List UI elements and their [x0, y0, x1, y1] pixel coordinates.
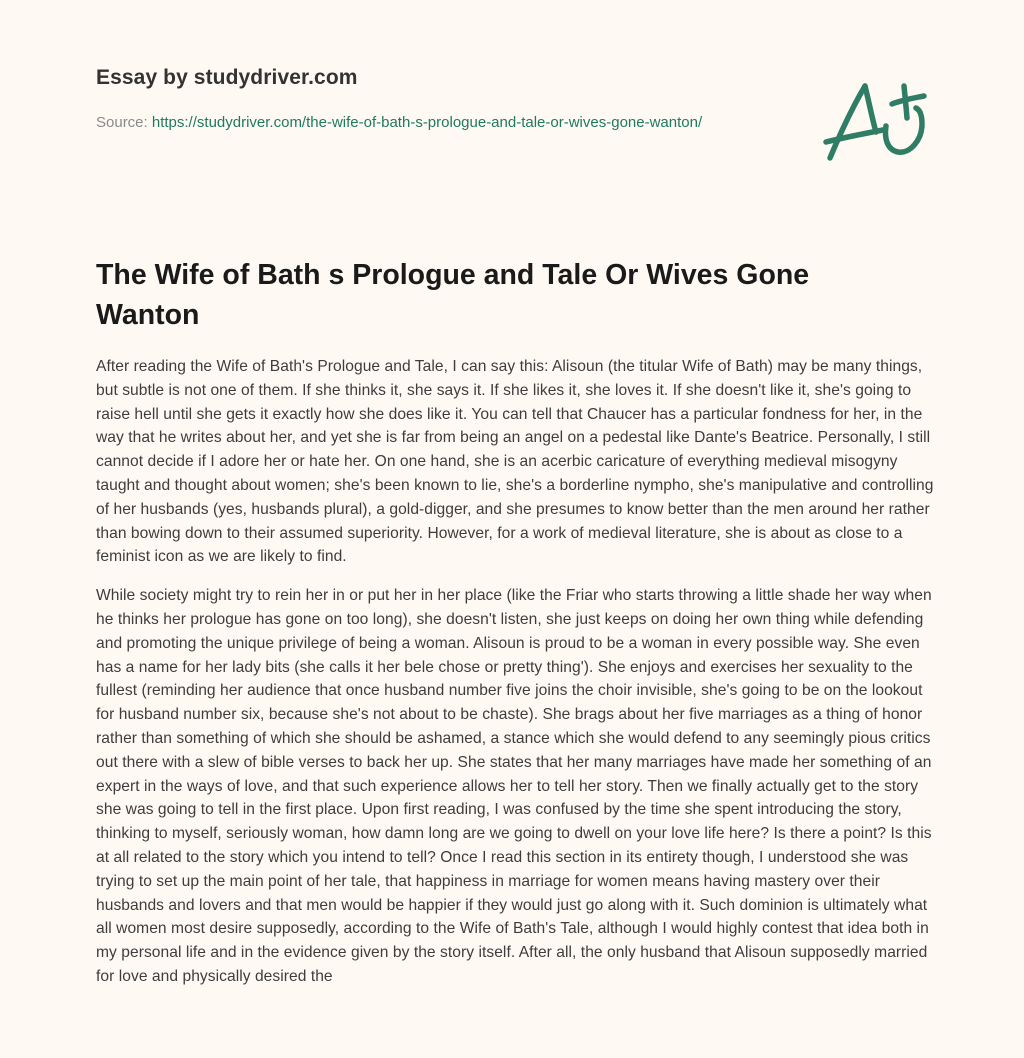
a-plus-grade-icon: [818, 66, 934, 166]
essay-paragraph: After reading the Wife of Bath's Prologue and Tale, I can say this: Alisoun (the titular Wife of Bath) may be many things, but subtle is not one of them. If she thinks it, she says it. If she likes it, she loves it. If she doesn't like it, she's going to raise hell until she gets it exactly how she does like it. You can tell that Chaucer has a particular fondness for her, in the way that he writes about her, and yet she is far from being an angel on a pedestal like Dante's Beatrice. Personally, I still cannot decide if I adore her or hate her. On one hand, she is an acerbic caricature of everything medieval misogyny taught and thought about women; she's been known to lie, she's a borderline nympho, she's manipulative and controlling of her husbands (yes, husbands plural), a gold-digger, and she presumes to know better than the men around her rather than bowing down to their assumed superiority. However, for a work of medieval literature, she is about as close to a feminist icon as we are likely to find.: [96, 358, 934, 566]
source-line: [96, 111, 716, 134]
essay-body: [96, 355, 934, 1004]
page-header: [96, 64, 736, 134]
site-brand: Essay by studydriver.com: [96, 66, 358, 89]
essay-title: The Wife of Bath s Prologue and Tale Or Wives Gone Wanton: [96, 259, 810, 331]
essay-paragraph: While society might try to rein her in or put her in her place (like the Friar who starts throwing a little shade her way when he thinks her prologue has gone on too long), she doesn't listen, she just keeps on doing her own thing while defending and promoting the unique privilege of being a woman. Alisoun is proud to be a woman in every possible way. She even has a name for her lady bits (she calls it her bele chose or pretty thing'). She enjoys and exercises her sexuality to the fullest (reminding her audience that once husband number five joins the choir invisible, she's going to be on the lookout for husband number six, because she's not about to be chaste). She brags about her five marriages as a thing of honor rather than something of which she should be ashamed, a stance which she would defend to any seemingly pious critics out there with a slew of bible verses to back her up. She states that her many marriages have made her something of an expert in the ways of love, and that such experience allows her to tell her story. Then we finally actually get to the story she was going to tell in the first place. Upon first reading, I was confused by the time she spent introducing the story, thinking to myself, seriously woman, how damn long are we going to dwell on your love life here? Is there a point? Is this at all related to the story which you intend to tell? Once I read this section in its entirety though, I understood she was trying to set up the main point of her tale, that happiness in marriage for women means having mastery over their husbands and lovers and that men would be happier if they would just go along with it. Such dominion is ultimately what all women most desire supposedly, according to the Wife of Bath's Tale, although I would highly contest that idea both in my personal life and in the evidence given by the story itself. After all, the only husband that Alisoun supposedly married for love and physically desired the: [96, 587, 932, 985]
source-link[interactable]: https://studydriver.com/the-wife-of-bath-s-prologue-and-tale-or-wives-gone-wanton/: [151, 114, 703, 131]
source-label: Source:: [96, 114, 152, 131]
